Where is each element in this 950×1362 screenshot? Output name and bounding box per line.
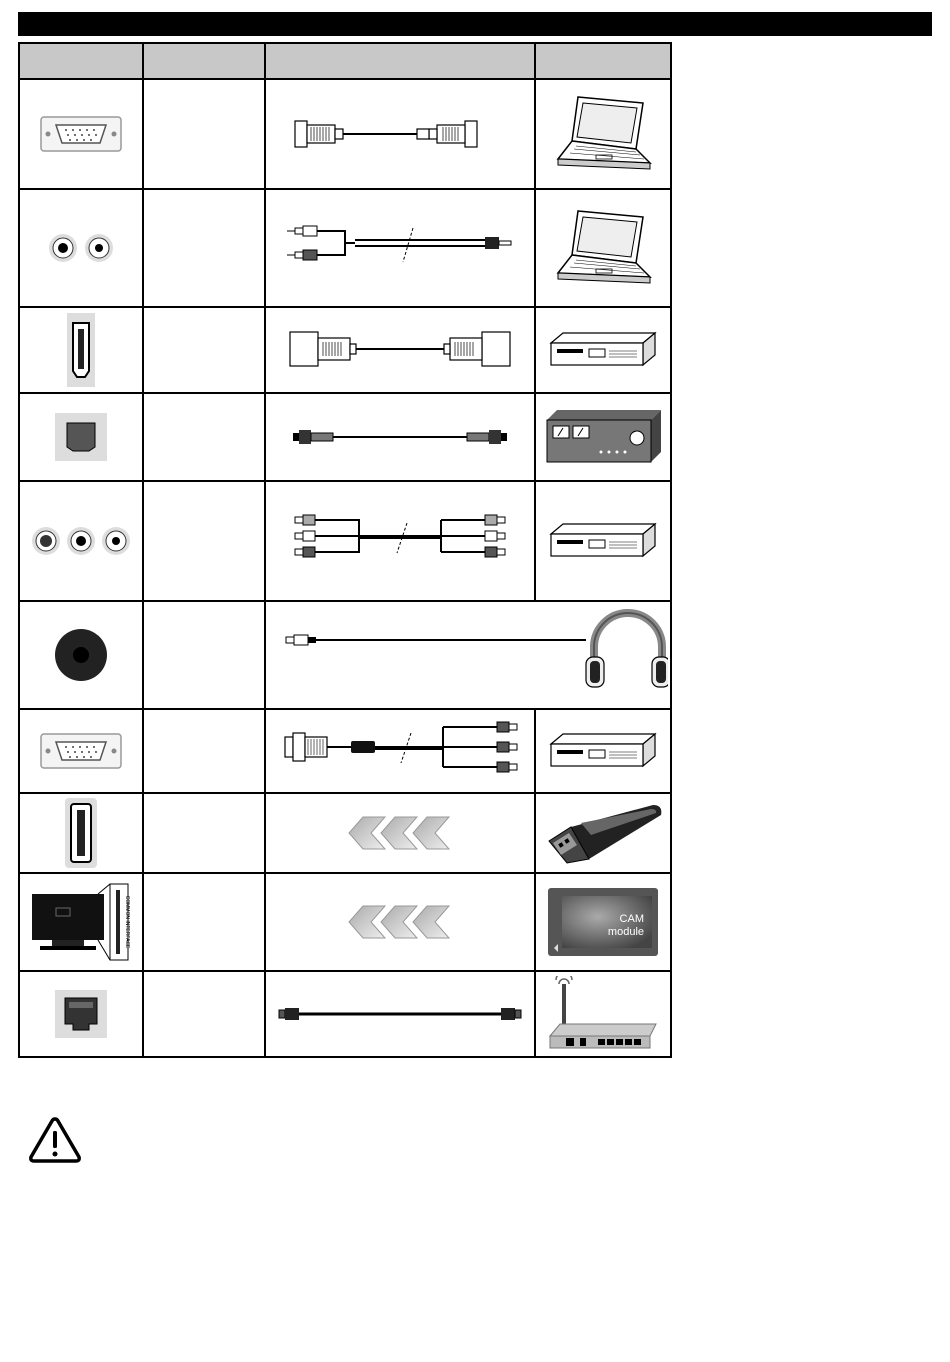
usb-stick-icon [535, 793, 671, 873]
table-row [19, 307, 671, 393]
set-top-box-icon [535, 307, 671, 393]
vga-to-rca-cable-icon [265, 709, 535, 793]
table-row [19, 189, 671, 307]
hdmi-port-icon [19, 307, 143, 393]
insert-arrows-icon [265, 873, 535, 971]
title-bar [18, 12, 932, 36]
table-header [19, 43, 671, 79]
type-cell [143, 79, 265, 189]
rca-triple-cable-icon [265, 481, 535, 601]
type-cell [143, 873, 265, 971]
amplifier-icon [535, 393, 671, 481]
rca-to-minijack-cable-icon [265, 189, 535, 307]
ethernet-cable-icon [265, 971, 535, 1057]
rca-triple-port-icon [19, 481, 143, 601]
hdmi-cable-icon [265, 307, 535, 393]
module-label: module [607, 926, 644, 938]
type-cell [143, 793, 265, 873]
type-cell [143, 971, 265, 1057]
ethernet-port-icon [19, 971, 143, 1057]
cam-label: CAM [619, 913, 644, 925]
audio-jack-pair-icon [19, 189, 143, 307]
table-row [19, 709, 671, 793]
headphone-jack-icon [19, 601, 143, 709]
laptop-icon [535, 189, 671, 307]
headphone-cable-icon [265, 601, 671, 709]
header-cables [265, 43, 535, 79]
table-row [19, 79, 671, 189]
type-cell [143, 307, 265, 393]
router-icon [535, 971, 671, 1057]
table-row [19, 873, 671, 971]
insert-arrows-icon [265, 793, 535, 873]
optical-cable-icon [265, 393, 535, 481]
vga-cable-icon [265, 79, 535, 189]
tv-ci-slot-icon [19, 873, 143, 971]
vga-port-icon [19, 79, 143, 189]
cam-module-icon [535, 873, 671, 971]
optical-port-icon [19, 393, 143, 481]
ci-slot-label: COMMON INTERFACE [124, 895, 130, 949]
vga-port-icon [19, 709, 143, 793]
table-row [19, 481, 671, 601]
type-cell [143, 601, 265, 709]
table-row [19, 971, 671, 1057]
table-row [19, 601, 671, 709]
type-cell [143, 393, 265, 481]
type-cell [143, 481, 265, 601]
header-type [143, 43, 265, 79]
type-cell [143, 709, 265, 793]
set-top-box-icon [535, 481, 671, 601]
header-device [535, 43, 671, 79]
connections-table [18, 42, 672, 1058]
table-row [19, 793, 671, 873]
warning-icon [28, 1115, 82, 1165]
type-cell [143, 189, 265, 307]
headphones-icon [586, 613, 668, 687]
laptop-icon [535, 79, 671, 189]
table-row [19, 393, 671, 481]
header-connector [19, 43, 143, 79]
set-top-box-icon [535, 709, 671, 793]
usb-port-icon [19, 793, 143, 873]
